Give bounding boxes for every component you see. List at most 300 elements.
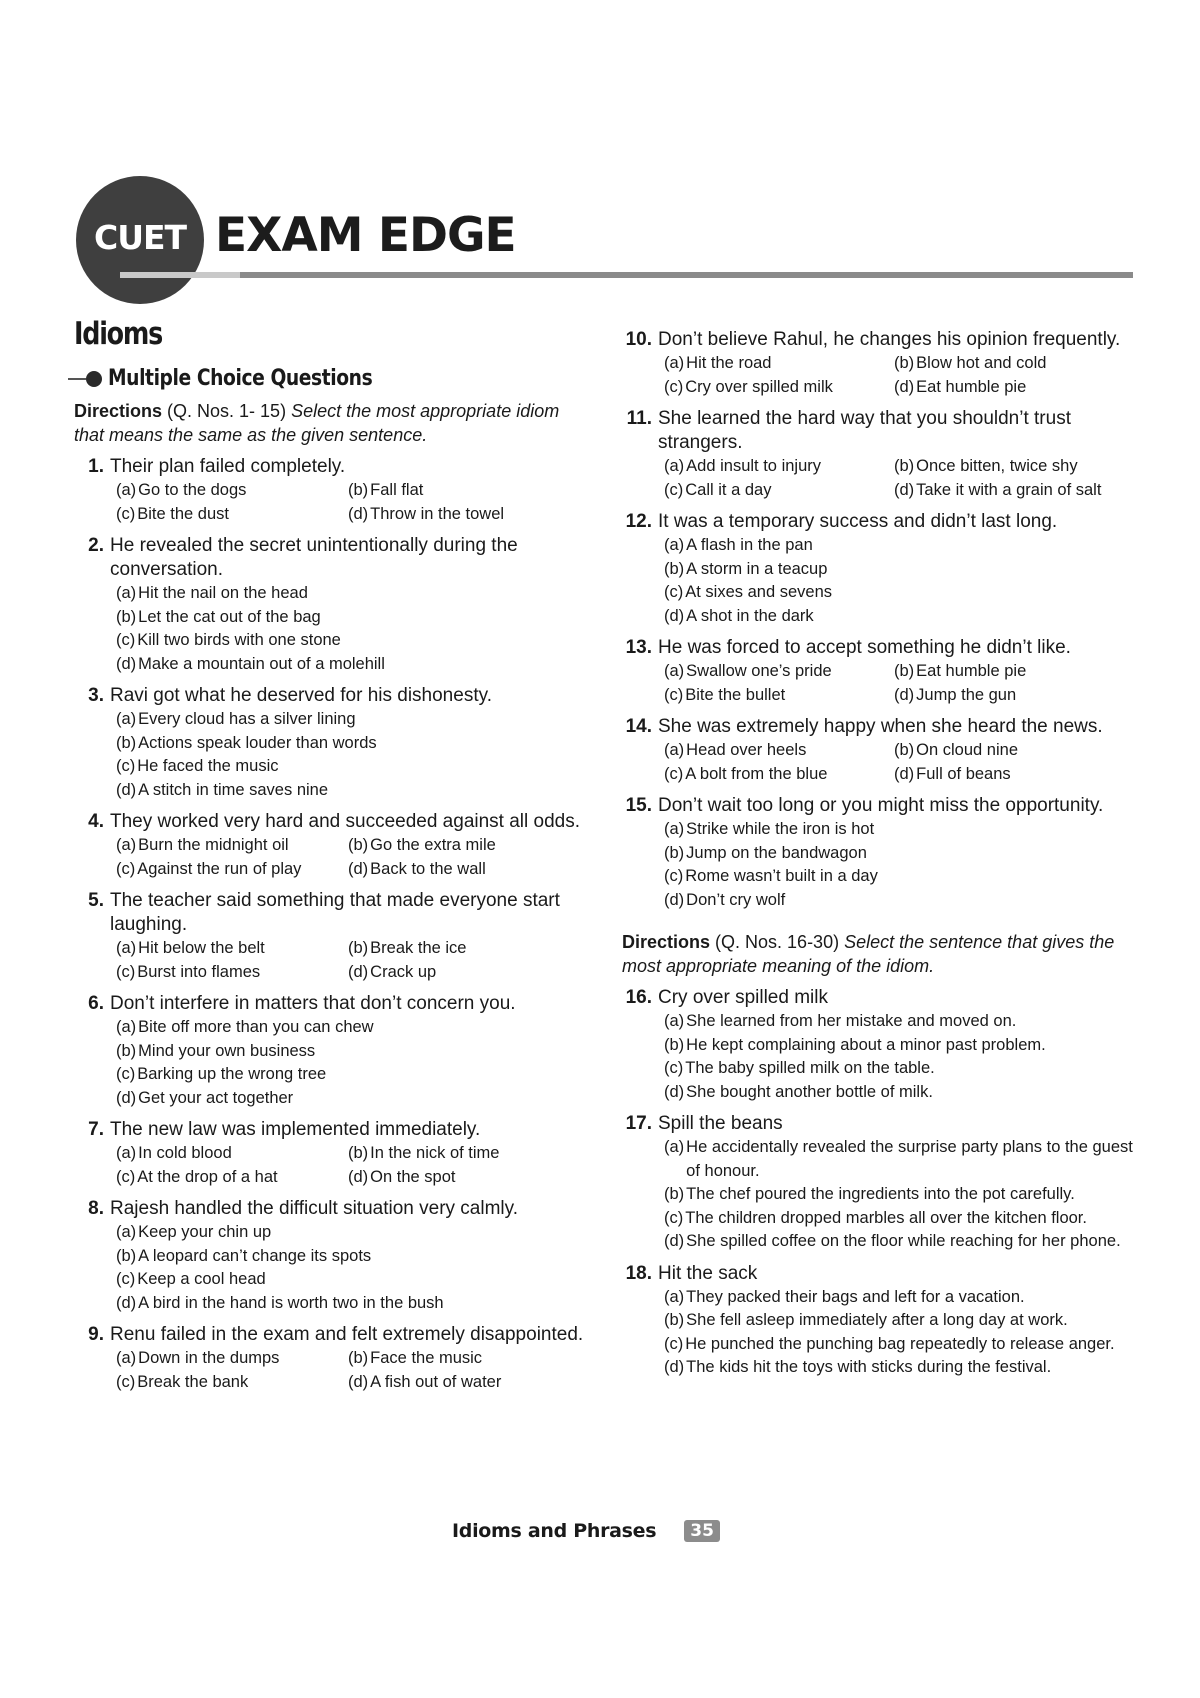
option-text: Hit the road	[686, 354, 772, 372]
question-number: 18.	[625, 1262, 652, 1284]
option-item	[894, 352, 1142, 376]
question-number: 3.	[88, 685, 104, 706]
option-text: A shot in the dark	[686, 606, 814, 625]
question-item	[622, 636, 1142, 707]
option-text: Head over heels	[686, 741, 807, 759]
option-item	[116, 629, 594, 653]
option-text: A flash in the pan	[686, 536, 813, 554]
option-text: Once bitten, twice shy	[916, 457, 1078, 475]
option-text: On cloud nine	[916, 741, 1018, 759]
option-item	[116, 858, 348, 882]
question-item	[622, 715, 1142, 786]
option-label: (d)	[894, 377, 915, 396]
question-text: Cry over spilled milk	[658, 987, 828, 1008]
option-label: (d)	[116, 654, 137, 673]
option-label: (b)	[894, 741, 915, 759]
options-list	[664, 1010, 1142, 1104]
option-label: (a)	[664, 536, 685, 554]
question-item	[74, 1323, 594, 1394]
header-rule	[240, 272, 1133, 278]
option-text: A stitch in time saves nine	[138, 780, 329, 799]
directions-block-1	[74, 399, 594, 447]
option-text: Against the run of play	[137, 859, 302, 878]
option-text: Throw in the towel	[370, 504, 505, 523]
option-item	[116, 582, 594, 606]
question-text: Renu failed in the exam and felt extremely disappointed.	[110, 1324, 584, 1345]
option-label: (a)	[664, 457, 685, 475]
option-label: (b)	[116, 607, 137, 626]
option-item	[664, 818, 1142, 842]
option-text: Down in the dumps	[138, 1349, 280, 1367]
option-item	[664, 479, 894, 503]
cuet-badge-label: CUET	[94, 218, 187, 257]
options-list	[116, 1016, 594, 1110]
question-number: 16.	[625, 987, 652, 1008]
option-item	[664, 1057, 1142, 1081]
footer-chapter-title: Idioms and Phrases	[452, 1520, 657, 1542]
options-list	[664, 534, 1142, 628]
option-item	[664, 1034, 1142, 1058]
directions-text: Select the sentence that gives the most appropriate meaning of the idiom.	[622, 932, 1115, 976]
page-footer	[452, 1520, 720, 1542]
question-text: Ravi got what he deserved for his dishonesty.	[110, 685, 492, 706]
options-list	[664, 455, 1142, 502]
option-item	[664, 763, 894, 787]
option-label: (b)	[894, 662, 915, 680]
option-item	[116, 503, 348, 527]
option-label: (b)	[664, 1311, 685, 1329]
option-text: Eat humble pie	[916, 377, 1027, 396]
option-item	[348, 937, 594, 961]
option-item	[664, 558, 1142, 582]
question-item	[74, 1197, 594, 1315]
option-label: (d)	[348, 962, 369, 981]
option-label: (b)	[664, 1035, 685, 1054]
option-label: (b)	[348, 1349, 369, 1367]
option-item	[116, 961, 348, 985]
option-label: (b)	[348, 481, 369, 499]
question-text: They worked very hard and succeeded against all odds.	[110, 811, 580, 832]
option-text: He punched the punching bag repeatedly to release anger.	[685, 1334, 1115, 1353]
option-label: (c)	[664, 480, 684, 499]
option-label: (c)	[664, 764, 684, 783]
option-item	[894, 376, 1142, 400]
directions-range: (Q. Nos. 1- 15)	[162, 401, 292, 421]
question-text: The new law was implemented immediately.	[110, 1119, 481, 1140]
question-item	[622, 407, 1142, 502]
option-text: In cold blood	[138, 1144, 232, 1162]
option-item	[116, 1371, 348, 1395]
option-text: Full of beans	[916, 764, 1011, 783]
question-number: 5.	[88, 890, 104, 911]
option-item	[664, 376, 894, 400]
option-text: A bird in the hand is worth two in the bush	[138, 1293, 444, 1312]
options-list	[116, 937, 594, 984]
option-label: (c)	[116, 504, 136, 523]
question-item	[622, 794, 1142, 912]
option-text: The children dropped marbles all over the kitchen floor.	[685, 1208, 1087, 1227]
question-text: Rajesh handled the difficult situation very calmly.	[110, 1198, 519, 1219]
option-text: Strike while the iron is hot	[686, 820, 875, 838]
option-item	[664, 660, 894, 684]
option-text: Fall flat	[370, 481, 424, 499]
option-text: She bought another bottle of milk.	[686, 1082, 933, 1101]
option-label: (c)	[116, 962, 136, 981]
options-list	[116, 1221, 594, 1315]
bullet-dash-icon	[68, 378, 86, 380]
option-item	[664, 1207, 1142, 1231]
question-item	[74, 455, 594, 526]
question-number: 17.	[625, 1113, 652, 1134]
option-label: (a)	[116, 481, 137, 499]
question-text: Spill the beans	[658, 1113, 783, 1134]
option-text: Break the bank	[137, 1372, 249, 1391]
option-text: Get your act together	[138, 1088, 294, 1107]
option-item	[664, 1081, 1142, 1105]
question-number: 15.	[625, 795, 652, 816]
option-text: At the drop of a hat	[137, 1167, 278, 1186]
question-item	[622, 510, 1142, 628]
option-text: Hit the nail on the head	[138, 584, 308, 602]
option-item	[116, 1221, 594, 1245]
option-text: Back to the wall	[370, 859, 486, 878]
option-label: (b)	[664, 559, 685, 578]
question-number: 12.	[625, 511, 652, 532]
question-text: Don’t interfere in matters that don’t concern you.	[110, 993, 516, 1014]
option-item	[894, 660, 1142, 684]
option-text: Keep a cool head	[137, 1270, 266, 1288]
option-label: (d)	[116, 780, 137, 799]
option-item	[116, 732, 594, 756]
question-number: 2.	[88, 535, 104, 556]
option-item	[664, 581, 1142, 605]
option-label: (d)	[348, 1167, 369, 1186]
option-label: (a)	[116, 1223, 137, 1241]
option-item	[116, 1063, 594, 1087]
option-item	[116, 1292, 594, 1316]
option-item	[894, 479, 1142, 503]
option-label: (c)	[664, 1208, 684, 1227]
question-item	[622, 328, 1142, 399]
option-item	[664, 534, 1142, 558]
option-label: (a)	[664, 741, 685, 759]
question-text: He revealed the secret unintentionally during the conversation.	[110, 535, 518, 580]
option-text: She learned from her mistake and moved on.	[686, 1012, 1017, 1030]
option-text: Don’t cry wolf	[686, 890, 786, 909]
option-label: (a)	[664, 662, 685, 680]
option-item	[664, 1010, 1142, 1034]
option-text: A storm in a teacup	[686, 559, 828, 578]
option-text: Bite the bullet	[685, 685, 786, 704]
question-item	[74, 684, 594, 802]
left-column	[74, 316, 594, 1402]
option-text: The chef poured the ingredients into the pot carefully.	[686, 1185, 1075, 1203]
option-label: (c)	[116, 757, 136, 775]
option-text: Bite the dust	[137, 504, 229, 523]
option-item	[116, 1166, 348, 1190]
option-label: (d)	[116, 1293, 137, 1312]
option-text: Mind your own business	[138, 1041, 316, 1060]
option-label: (c)	[116, 1065, 136, 1083]
option-item	[116, 779, 594, 803]
directions-label: Directions	[622, 932, 711, 952]
question-number: 1.	[88, 456, 104, 477]
option-label: (a)	[116, 836, 137, 854]
option-text: The kids hit the toys with sticks during the festival.	[686, 1358, 1052, 1376]
options-list	[116, 834, 594, 881]
option-label: (c)	[664, 1334, 684, 1353]
option-item	[664, 865, 1142, 889]
option-label: (d)	[894, 480, 915, 499]
cuet-badge	[76, 176, 204, 304]
option-label: (c)	[116, 1167, 136, 1186]
option-text: Go the extra mile	[370, 836, 496, 854]
option-text: Blow hot and cold	[916, 354, 1047, 372]
option-text: A bolt from the blue	[685, 764, 828, 783]
question-number: 4.	[88, 811, 104, 832]
option-item	[664, 1309, 1142, 1333]
option-text: Swallow one’s pride	[686, 662, 832, 680]
question-item	[74, 1118, 594, 1189]
option-item	[348, 503, 594, 527]
option-label: (d)	[664, 606, 685, 625]
option-item	[348, 961, 594, 985]
option-item	[348, 1166, 594, 1190]
directions-text: Select the most appropriate idiom that means the same as the given sentence.	[74, 401, 560, 445]
option-text: On the spot	[370, 1167, 456, 1186]
option-item	[664, 1356, 1142, 1380]
options-list	[664, 352, 1142, 399]
question-item	[622, 986, 1142, 1104]
option-item	[348, 479, 594, 503]
option-text: Barking up the wrong tree	[137, 1065, 327, 1083]
option-label: (a)	[116, 1349, 137, 1367]
option-text: Break the ice	[370, 939, 467, 957]
option-label: (b)	[664, 1185, 685, 1203]
directions-label: Directions	[74, 401, 163, 421]
option-label: (d)	[664, 1358, 685, 1376]
option-text: Burst into flames	[137, 962, 261, 981]
option-item	[116, 755, 594, 779]
question-text: Their plan failed completely.	[110, 456, 346, 477]
option-text: In the nick of time	[370, 1144, 500, 1162]
option-label: (b)	[348, 836, 369, 854]
option-item	[894, 763, 1142, 787]
question-text: Hit the sack	[658, 1262, 758, 1284]
option-label: (a)	[664, 354, 685, 372]
question-number: 11.	[626, 408, 652, 429]
question-text: He was forced to accept something he didn’t like.	[658, 637, 1071, 658]
option-label: (a)	[116, 1018, 137, 1036]
option-text: Jump on the bandwagon	[686, 843, 867, 862]
option-label: (c)	[664, 583, 684, 601]
option-text: Let the cat out of the bag	[138, 607, 321, 626]
option-text: Crack up	[370, 962, 437, 981]
question-number: 9.	[88, 1324, 104, 1345]
option-item	[894, 739, 1142, 763]
option-text: She spilled coffee on the floor while reaching for her phone.	[686, 1232, 1121, 1250]
option-item	[894, 684, 1142, 708]
option-label: (d)	[348, 504, 369, 523]
option-label: (c)	[116, 1270, 136, 1288]
option-text: Call it a day	[685, 480, 772, 499]
option-text: Every cloud has a silver lining	[138, 710, 356, 728]
option-label: (c)	[664, 685, 684, 704]
option-text: Make a mountain out of a molehill	[138, 654, 385, 673]
options-list	[116, 708, 594, 802]
question-text: She learned the hard way that you shouldn’t trust strangers.	[658, 408, 1071, 453]
option-label: (d)	[664, 1082, 685, 1101]
options-list	[116, 479, 594, 526]
right-column	[622, 328, 1142, 1388]
question-text: Don’t wait too long or you might miss the opportunity.	[658, 795, 1104, 816]
directions-range: (Q. Nos. 16-30)	[710, 932, 845, 952]
subsection-title: Multiple Choice Questions	[108, 366, 373, 391]
option-label: (b)	[894, 457, 915, 475]
question-number: 10.	[625, 329, 652, 350]
options-list	[664, 1286, 1142, 1380]
option-text: Add insult to injury	[686, 457, 821, 475]
option-item	[348, 1142, 594, 1166]
option-item	[348, 858, 594, 882]
option-text: Take it with a grain of salt	[916, 480, 1102, 499]
option-label: (b)	[348, 1144, 369, 1162]
option-label: (d)	[894, 764, 915, 783]
question-item	[74, 889, 594, 984]
option-label: (a)	[116, 939, 137, 957]
option-text: He kept complaining about a minor past problem.	[686, 1035, 1046, 1054]
option-label: (d)	[348, 859, 369, 878]
option-label: (a)	[116, 1144, 137, 1162]
question-text: Don’t believe Rahul, he changes his opinion frequently.	[658, 329, 1121, 350]
option-item	[348, 1347, 594, 1371]
option-text: He accidentally revealed the surprise party plans to the guest of honour.	[686, 1138, 1133, 1180]
option-item	[664, 1136, 1142, 1183]
option-item	[664, 455, 894, 479]
option-item	[116, 653, 594, 677]
page-number-badge: 35	[684, 1520, 720, 1542]
option-item	[664, 684, 894, 708]
option-text: Burn the midnight oil	[138, 836, 289, 854]
option-item	[116, 1087, 594, 1111]
option-item	[664, 889, 1142, 913]
option-label: (c)	[116, 631, 136, 649]
option-item	[664, 842, 1142, 866]
option-text: Actions speak louder than words	[138, 733, 377, 752]
question-item	[74, 810, 594, 881]
question-number: 6.	[88, 993, 104, 1014]
option-text: Rome wasn’t built in a day	[685, 867, 878, 885]
option-text: She fell asleep immediately after a long day at work.	[686, 1311, 1068, 1329]
option-item	[116, 1016, 594, 1040]
option-text: Cry over spilled milk	[685, 377, 833, 396]
option-label: (a)	[664, 1287, 685, 1306]
options-list	[116, 582, 594, 676]
option-text: A leopard can’t change its spots	[138, 1246, 372, 1265]
question-number: 7.	[88, 1119, 104, 1140]
question-item	[74, 992, 594, 1110]
option-label: (d)	[664, 1232, 685, 1250]
question-number: 14.	[625, 716, 652, 737]
option-text: Jump the gun	[916, 685, 1017, 704]
option-label: (a)	[116, 584, 137, 602]
question-number: 13.	[625, 637, 652, 658]
option-item	[116, 1347, 348, 1371]
option-text: He faced the music	[137, 757, 279, 775]
option-item	[116, 1245, 594, 1269]
option-text: Kill two birds with one stone	[137, 631, 341, 649]
option-item	[664, 605, 1142, 629]
option-label: (d)	[116, 1088, 137, 1107]
option-label: (d)	[664, 890, 685, 909]
option-label: (b)	[664, 843, 685, 862]
options-list	[116, 1347, 594, 1394]
option-label: (b)	[348, 939, 369, 957]
option-label: (a)	[664, 1012, 685, 1030]
option-label: (a)	[664, 1138, 685, 1156]
option-label: (c)	[664, 1059, 684, 1077]
option-item	[894, 455, 1142, 479]
option-item	[116, 1040, 594, 1064]
option-item	[116, 1142, 348, 1166]
option-item	[348, 834, 594, 858]
subsection-heading	[74, 366, 594, 391]
option-item	[664, 1230, 1142, 1254]
directions-block-2	[622, 930, 1142, 978]
option-text: Keep your chin up	[138, 1223, 272, 1241]
option-text: Hit below the belt	[138, 939, 265, 957]
option-item	[664, 1183, 1142, 1207]
option-text: The baby spilled milk on the table.	[685, 1059, 935, 1077]
option-label: (b)	[116, 1246, 137, 1265]
option-label: (d)	[348, 1372, 369, 1391]
options-list	[664, 1136, 1142, 1254]
question-text: The teacher said something that made everyone start laughing.	[110, 890, 560, 935]
option-label: (b)	[116, 733, 137, 752]
question-text: She was extremely happy when she heard the news.	[658, 716, 1103, 737]
option-item	[116, 834, 348, 858]
option-label: (a)	[664, 820, 685, 838]
option-label: (b)	[894, 354, 915, 372]
option-item	[116, 937, 348, 961]
option-item	[116, 479, 348, 503]
question-text: It was a temporary success and didn’t last long.	[658, 511, 1058, 532]
page-header-title: EXAM EDGE	[215, 208, 516, 263]
question-item	[622, 1262, 1142, 1380]
option-label: (c)	[116, 1372, 136, 1391]
option-item	[664, 1333, 1142, 1357]
option-text: Bite off more than you can chew	[138, 1018, 374, 1036]
option-item	[664, 739, 894, 763]
option-item	[664, 1286, 1142, 1310]
options-list	[664, 739, 1142, 786]
option-text: Face the music	[370, 1349, 483, 1367]
option-label: (c)	[116, 859, 136, 878]
option-label: (b)	[116, 1041, 137, 1060]
option-label: (c)	[664, 867, 684, 885]
header-rule-accent	[120, 272, 240, 278]
option-item	[116, 1268, 594, 1292]
option-item	[116, 606, 594, 630]
options-list	[664, 660, 1142, 707]
option-item	[348, 1371, 594, 1395]
options-list	[664, 818, 1142, 912]
option-text: Eat humble pie	[916, 662, 1027, 680]
options-list	[116, 1142, 594, 1189]
section-title: Idioms	[74, 316, 163, 352]
option-text: At sixes and sevens	[685, 583, 832, 601]
question-item	[622, 1112, 1142, 1254]
